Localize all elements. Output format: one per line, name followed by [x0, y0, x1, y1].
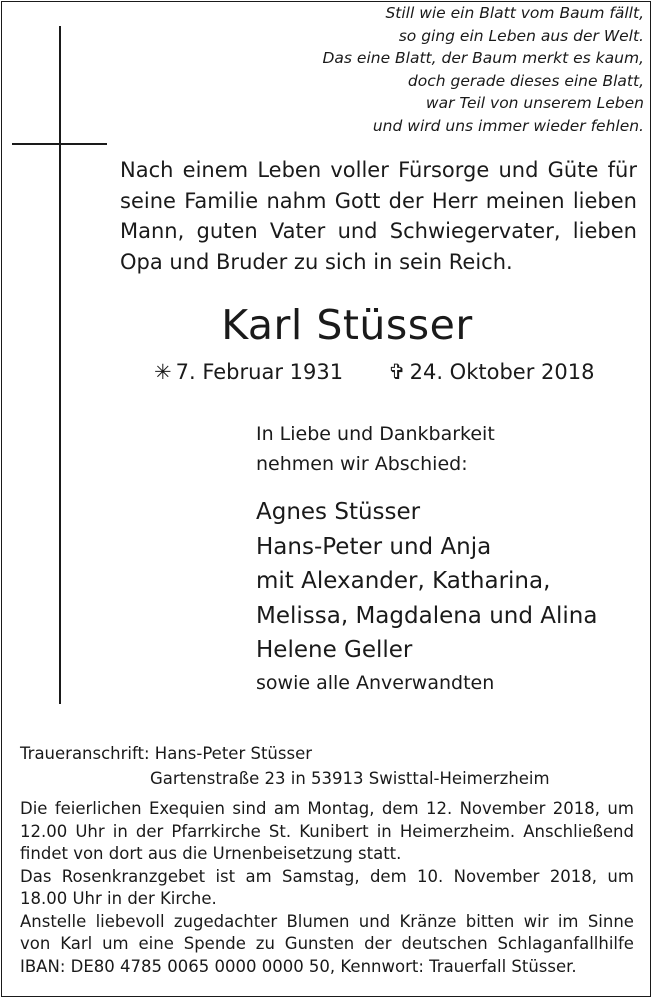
death-date-text: 24. Oktober 2018: [409, 360, 595, 384]
mourner-line: Hans-Peter und Anja: [256, 533, 492, 560]
poem-line: war Teil von unserem Leben: [425, 94, 644, 113]
deceased-name: Karl Stüsser: [221, 301, 473, 349]
mourning-address: [20, 741, 550, 791]
notes-line: IBAN: DE80 4785 0065 0000 0000 50, Kennwort: Trauerfall Stüsser.: [20, 956, 577, 976]
notes-line: Das Rosenkranzgebet ist am Samstag, dem 10. November 2018, um: [20, 866, 634, 886]
mourner-extra: sowie alle Anverwandten: [256, 671, 495, 694]
mourner-line: Helene Geller: [256, 637, 413, 663]
notes-line: findet von dort aus die Urnenbeisetzung statt.: [20, 844, 402, 863]
poem-line: und wird uns immer wieder fehlen.: [372, 116, 644, 135]
notes-line: Anstelle liebevoll zugedachter Blumen und Kränze bitten wir im Sinne: [20, 911, 634, 931]
poem-line: Das eine Blatt, der Baum merkt es kaum,: [322, 49, 644, 68]
mourner-line: mit Alexander, Katharina,: [256, 568, 551, 594]
cross-vertical-bar: [59, 26, 61, 704]
cross-horizontal-bar: [12, 143, 107, 145]
mourners-list: [256, 495, 597, 699]
intro-line: Nach einem Leben voller Fürsorge und Güte für: [120, 158, 637, 182]
address-line: Traueranschrift: Hans-Peter Stüsser: [20, 744, 313, 763]
mourner-line: Melissa, Magdalena und Alina: [256, 602, 598, 629]
birth-date: [154, 357, 343, 387]
birth-star-icon: ✳: [154, 360, 172, 384]
notes-line: 18.00 Uhr in der Kirche.: [20, 889, 217, 908]
farewell-text: [256, 419, 495, 479]
death-date: [388, 357, 594, 387]
poem-line: doch gerade dieses eine Blatt,: [407, 71, 644, 90]
poem: [124, 2, 644, 138]
intro-line: Opa und Bruder zu sich in sein Reich.: [120, 249, 513, 274]
death-cross-icon: ✞: [388, 360, 406, 384]
intro-text: [120, 155, 637, 277]
farewell-line: In Liebe und Dankbarkeit: [256, 423, 495, 445]
notes-line: 12.00 Uhr in der Pfarrkirche St. Kunibert in Heimerzheim. Anschließend: [20, 821, 634, 841]
notes-line: von Karl um eine Spende zu Gunsten der deutschen Schlaganfallhilfe: [20, 934, 634, 953]
poem-line: so ging ein Leben aus der Welt.: [398, 26, 644, 45]
intro-line: Mann, guten Vater und Schwiegervater, lieben: [120, 219, 637, 243]
service-notes: [20, 798, 634, 978]
notes-line: Die feierlichen Exequien sind am Montag, dem 12. November 2018, um: [20, 799, 634, 818]
address-line: Gartenstraße 23 in 53913 Swisttal-Heimerzheim: [150, 769, 550, 788]
poem-line: Still wie ein Blatt vom Baum fällt,: [385, 4, 644, 22]
intro-line: seine Familie nahm Gott der Herr meinen lieben: [120, 188, 637, 213]
mourner-line: Agnes Stüsser: [256, 499, 421, 525]
farewell-line: nehmen wir Abschied:: [256, 453, 468, 475]
birth-date-text: 7. Februar 1931: [175, 360, 344, 384]
